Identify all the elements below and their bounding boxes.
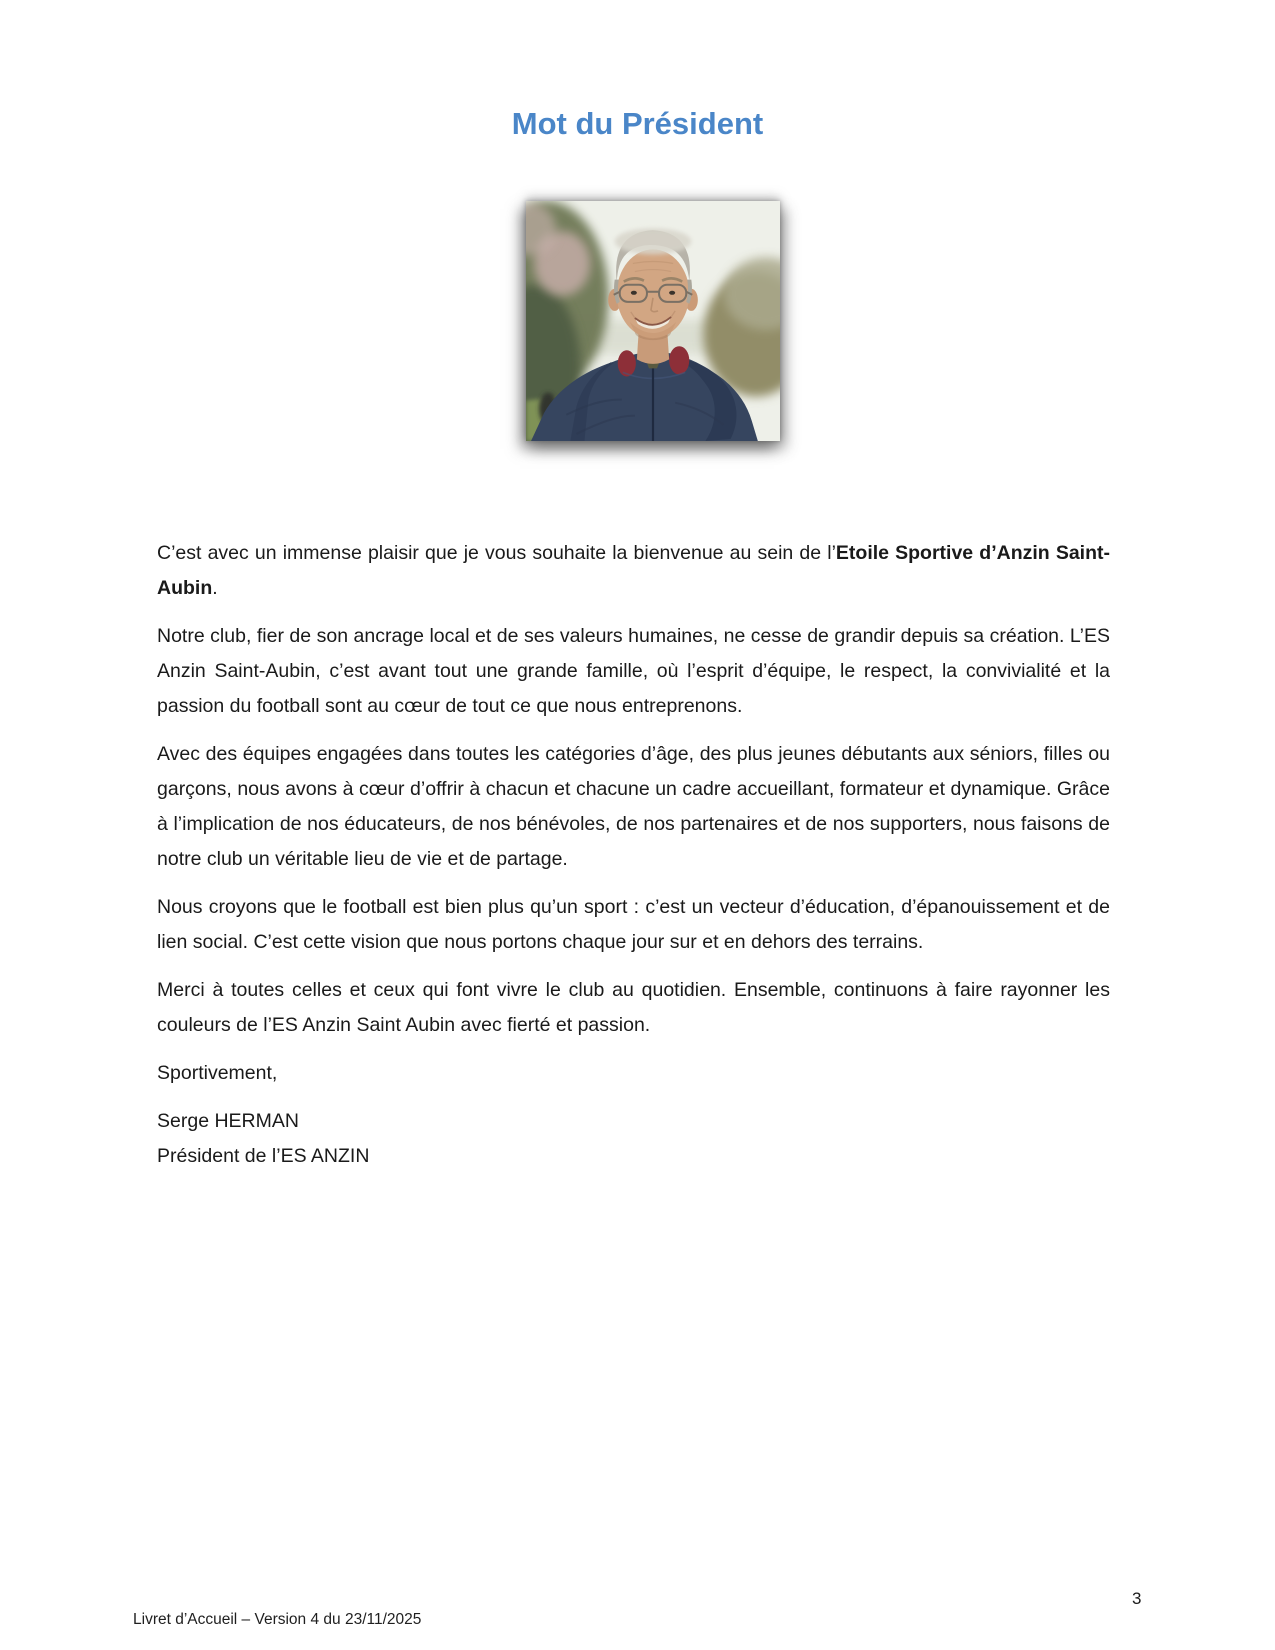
letter-body xyxy=(157,536,1110,1187)
footer-version-text: Livret d’Accueil – Version 4 du 23/11/2025 xyxy=(133,1611,422,1628)
paragraph-intro xyxy=(157,536,1110,606)
intro-text: C’est avec un immense plaisir que je vous souhaite la bienvenue au sein de l’ xyxy=(157,542,836,564)
club-name-bold: Etoile Sportive d’Anzin Saint-Aubin xyxy=(157,542,1111,599)
signature-name: Serge HERMAN xyxy=(157,1110,299,1132)
page-number: 3 xyxy=(1132,1589,1142,1608)
president-photo xyxy=(526,201,780,441)
closing-line: Sportivement, xyxy=(157,1062,278,1084)
paragraph-vision: Nous croyons que le football est bien plus qu’un sport : c’est un vecteur d’éducation, d’épanouissement et de lien social. C’est cette vision que nous portons chaque jour sur et en dehors des terrains. xyxy=(157,896,1110,953)
paragraph-club-values: Notre club, fier de son ancrage local et de ses valeurs humaines, ne cesse de grandir depuis sa création. L’ES Anzin Saint-Aubin, c’est avant tout une grande famille, où l’esprit d’équipe, le respect, la convivialité et la passion du football sont au cœur de tout ce que nous entreprenons. xyxy=(157,625,1110,717)
signature-role: Président de l’ES ANZIN xyxy=(157,1145,370,1167)
intro-period: . xyxy=(212,577,218,599)
paragraph-teams: Avec des équipes engagées dans toutes les catégories d’âge, des plus jeunes débutants aux séniors, filles ou garçons, nous avons à cœur d’offrir à chacun et chacune un cadre accueillant, formateur et dynamique. Grâce à l’implication de nos éducateurs, de nos bénévoles, de nos partenaires et de nos supporters, nous faisons de notre club un véritable lieu de vie et de partage. xyxy=(157,743,1110,870)
page-title: Mot du Président xyxy=(511,106,764,141)
president-portrait-image xyxy=(526,201,780,441)
paragraph-thanks: Merci à toutes celles et ceux qui font vivre le club au quotidien. Ensemble, continuons à faire rayonner les couleurs de l’ES Anzin Saint Aubin avec fierté et passion. xyxy=(157,979,1110,1036)
